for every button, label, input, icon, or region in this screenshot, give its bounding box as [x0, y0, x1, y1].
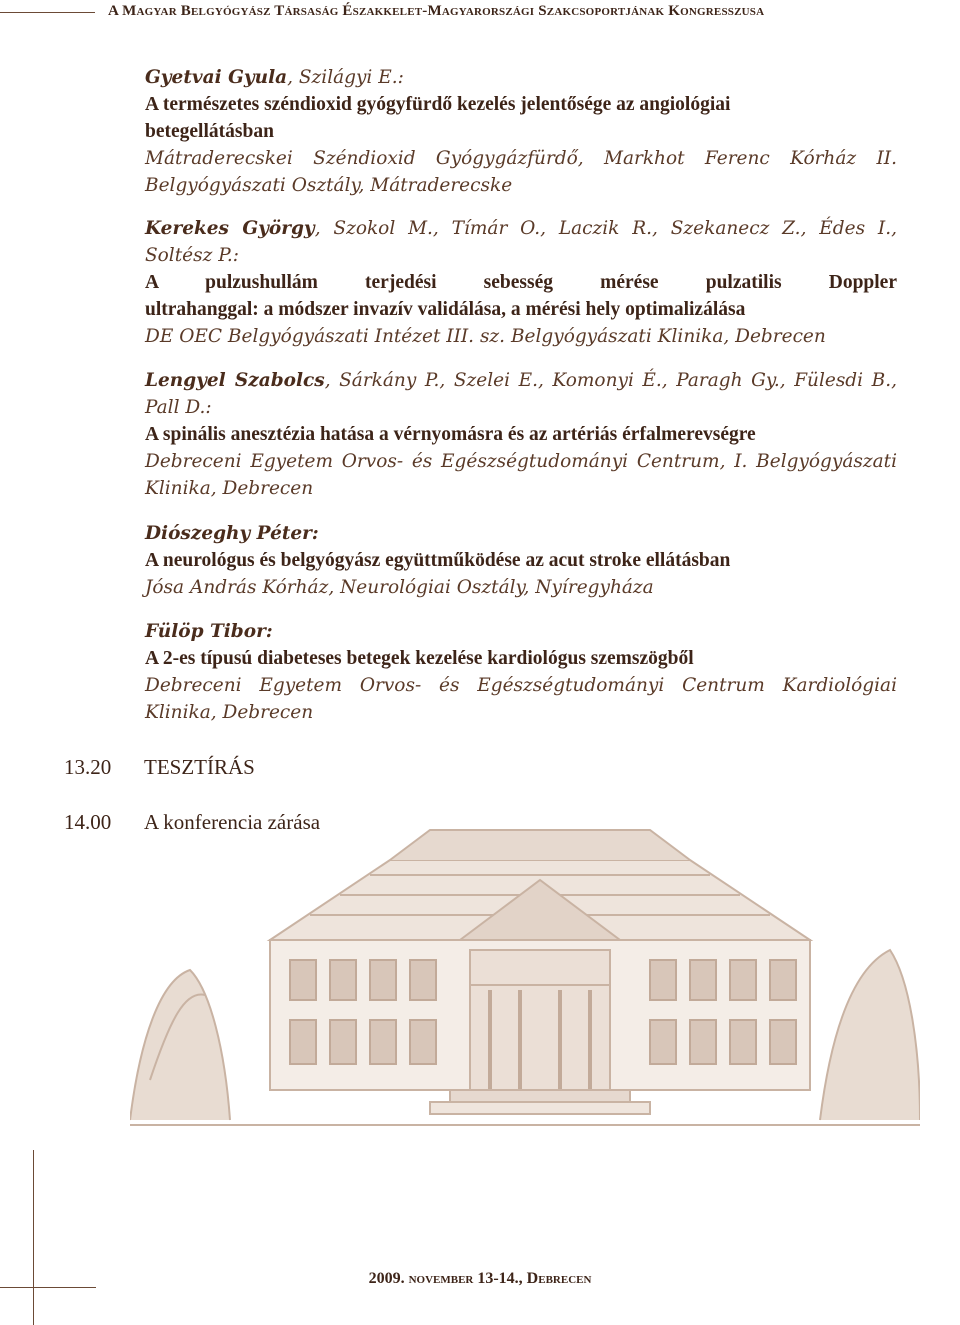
- authors-line: [145, 520, 897, 547]
- institution: Mátraderecskei Széndioxid Gyógygázfürdő, Markhot Ferenc Kórház II.: [145, 148, 897, 169]
- building-drawing: [130, 820, 920, 1140]
- schedule-time: 13.20: [64, 755, 112, 779]
- institution: Jósa András Kórház, Neurológiai Osztály, Nyíregyháza: [145, 577, 654, 598]
- authors-line: Soltész P.:: [145, 245, 240, 266]
- abstract-title: betegellátásban: [145, 121, 274, 142]
- lead-author: Gyetvai Gyula: [145, 67, 288, 88]
- authors-line: [145, 64, 897, 91]
- institution: Debreceni Egyetem Orvos- és Egészségtudományi Centrum Kardiológiai: [145, 675, 897, 696]
- abstract-title: A 2-es típusú diabeteses betegek kezelése kardiológus szemszögből: [145, 648, 694, 669]
- institution: Klinika, Debrecen: [145, 702, 314, 723]
- authors-line: [145, 367, 897, 394]
- schedule-item: [64, 810, 564, 835]
- page-footer: 2009. november 13-14., Debrecen: [368, 1270, 592, 1287]
- lead-author: Diószeghy Péter:: [145, 523, 319, 544]
- co-authors: , Szokol M., Tímár O., Laczik R., Szekanecz Z., Édes I.,: [314, 218, 897, 239]
- authors-line: [145, 215, 897, 242]
- co-authors: , Szilágyi E.:: [287, 67, 404, 88]
- schedule-item: [64, 755, 564, 780]
- lead-author: Lengyel Szabolcs: [145, 370, 325, 391]
- co-authors: , Sárkány P., Szelei E., Komonyi É., Paragh Gy., Fülesdi B.,: [324, 370, 897, 391]
- header-title: A Magyar Belgyógyász Társaság Északkelet-Magyarországi Szakcsoportjának Kongresszusa: [108, 3, 765, 19]
- abstract-title: A pulzushullám terjedési sebesség mérése pulzatilis Doppler: [145, 272, 897, 293]
- crop-mark: [33, 1150, 34, 1325]
- abstract-entry: [145, 215, 897, 350]
- lead-author: Kerekes György: [145, 218, 315, 239]
- abstract-title: ultrahanggal: a módszer invazív validálása, a mérési hely optimalizálása: [145, 299, 746, 320]
- abstract-entry: [145, 367, 897, 502]
- abstract-title: A spinális anesztézia hatása a vérnyomásra és az artériás érfalmerevségre: [145, 424, 756, 445]
- header-rule: [0, 12, 95, 13]
- schedule-label: A konferencia zárása: [144, 810, 321, 834]
- institution: Debreceni Egyetem Orvos- és Egészségtudományi Centrum, I. Belgyógyászati: [145, 451, 897, 472]
- abstract-entry: [145, 64, 897, 199]
- page-header: [0, 0, 960, 32]
- building-illustration: [130, 820, 920, 1140]
- lead-author: Fülöp Tibor:: [145, 621, 273, 642]
- abstract-title: A neurológus és belgyógyász együttműködése az acut stroke ellátásban: [145, 550, 731, 571]
- authors-line: Pall D.:: [145, 397, 212, 418]
- institution: Belgyógyászati Osztály, Mátraderecske: [145, 175, 513, 196]
- abstract-entry: [145, 520, 897, 601]
- abstract-title: A természetes széndioxid gyógyfürdő kezelés jelentősége az angiológiai: [145, 94, 731, 115]
- authors-line: [145, 618, 897, 645]
- schedule-time: 14.00: [64, 810, 112, 834]
- schedule-label: TESZTÍRÁS: [144, 755, 255, 779]
- institution: DE OEC Belgyógyászati Intézet III. sz. Belgyógyászati Klinika, Debrecen: [145, 326, 826, 347]
- institution: Klinika, Debrecen: [145, 478, 314, 499]
- abstract-entry: [145, 618, 897, 726]
